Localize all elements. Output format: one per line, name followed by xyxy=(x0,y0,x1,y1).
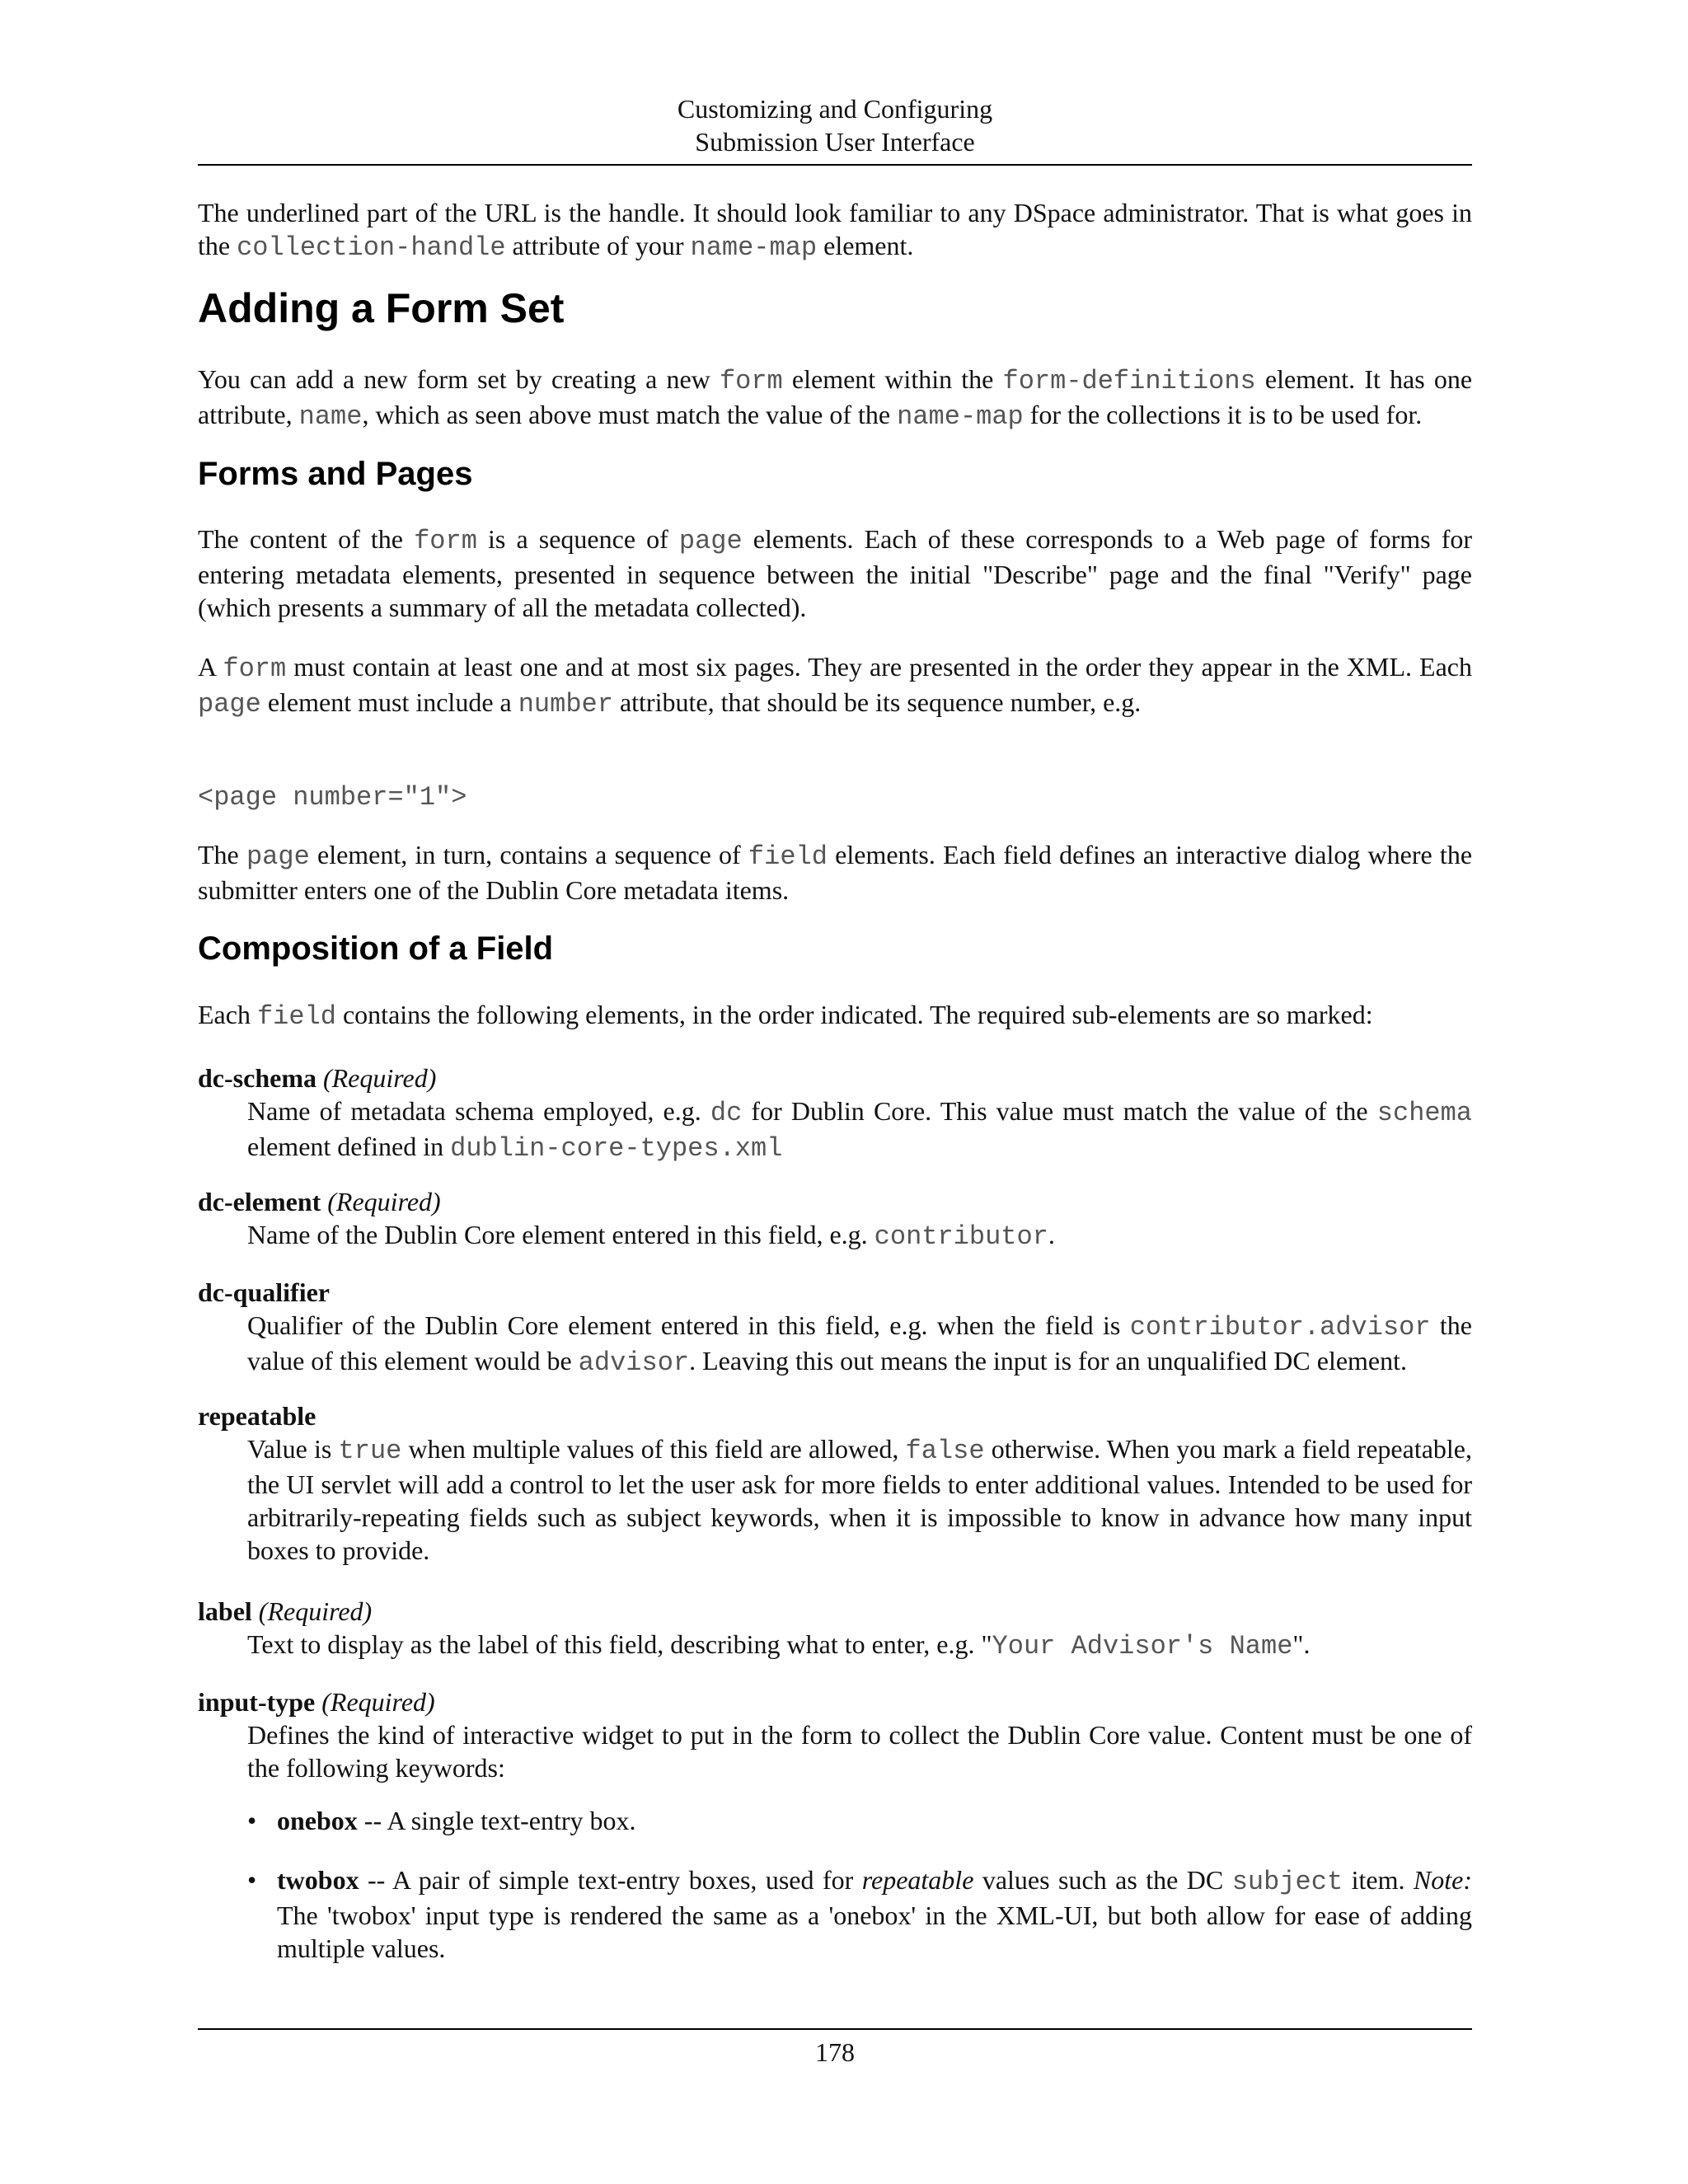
term: dc-element xyxy=(198,1187,321,1216)
inline-code: contributor xyxy=(874,1221,1048,1252)
inline-code: schema xyxy=(1376,1098,1472,1128)
text: values such as the DC xyxy=(973,1865,1232,1895)
inline-code: false xyxy=(905,1436,985,1466)
text: Value is xyxy=(247,1434,339,1464)
section-heading-adding-form-set: Adding a Form Set xyxy=(198,285,565,331)
inline-code: dc xyxy=(710,1098,743,1128)
inline-code: collection-handle xyxy=(237,232,506,263)
text: element, in turn, contains a sequence of xyxy=(309,840,748,869)
forms-pages-paragraph-2 xyxy=(198,650,1472,721)
text: element. It has one attribute, xyxy=(198,364,1473,429)
inline-code: field xyxy=(256,1001,336,1032)
input-type-list xyxy=(247,1804,1472,1965)
forms-pages-paragraph-1 xyxy=(198,523,1472,624)
text: , which as seen above must match the value of the xyxy=(362,400,898,429)
emphasis: repeatable xyxy=(861,1865,974,1895)
text: must contain at least one and at most six pages. They are presented in the order they appear in the XML. Each xyxy=(286,652,1473,682)
subsection-heading-composition: Composition of a Field xyxy=(198,930,554,967)
inline-code: name-map xyxy=(690,232,818,263)
inline-code: page xyxy=(246,841,310,872)
inline-code: advisor xyxy=(578,1347,690,1378)
required-marker: (Required) xyxy=(258,1596,373,1626)
text: elements. Each of these corresponds to a Web page of forms for entering metadata elements, presented in sequence between the initial "Describe" page and the final "Verify" page (which presents a summary of all the metadata collected). xyxy=(198,524,1473,622)
inline-code: form-definitions xyxy=(1002,366,1256,396)
term: label xyxy=(198,1596,252,1626)
text: elements. Each field defines an interactive dialog where the submitter enters one of the Dublin Core metadata items. xyxy=(198,840,1473,905)
inline-code: page xyxy=(678,526,743,556)
text: The content of the xyxy=(198,524,415,554)
text: element must include a xyxy=(260,687,518,717)
definition-dc-element xyxy=(198,1185,1472,1254)
inline-code: dublin-core-types.xml xyxy=(450,1133,783,1164)
text: . Leaving this out means the input is for an unqualified DC element. xyxy=(689,1346,1408,1376)
header-line-2: Submission User Interface xyxy=(695,127,975,157)
text: Each xyxy=(198,1000,257,1029)
composition-intro xyxy=(198,998,1472,1033)
required-marker: (Required) xyxy=(322,1063,437,1093)
required-marker: (Required) xyxy=(327,1187,441,1216)
header-rule xyxy=(198,164,1472,166)
text: Name of metadata schema employed, e.g. xyxy=(247,1096,710,1126)
text: Text to display as the label of this field, describing what to enter, e.g. " xyxy=(247,1629,992,1659)
inline-code: page xyxy=(198,689,261,719)
text: -- A single text-entry box. xyxy=(357,1806,636,1835)
list-item-twobox xyxy=(247,1863,1472,1965)
text: Name of the Dublin Core element entered in this field, e.g. xyxy=(247,1220,874,1249)
adding-form-set-paragraph xyxy=(198,363,1472,434)
emphasis: Note: xyxy=(1413,1865,1473,1895)
inline-code: form xyxy=(719,366,783,396)
text: The xyxy=(198,840,246,869)
text: contains the following elements, in the order indicated. The required sub-elements are so marked: xyxy=(335,1000,1373,1029)
term: dc-schema xyxy=(198,1063,316,1093)
code-example: <page number="1"> xyxy=(198,782,467,813)
inline-code: name-map xyxy=(897,401,1024,432)
list-item-onebox xyxy=(247,1804,1472,1837)
text: item. xyxy=(1343,1865,1414,1895)
text: otherwise. When you mark a field repeatable, the UI servlet will add a control to let the user ask for more fields to enter additional values. Intended to be used for arbitrarily-repeating fields such as subject keywords, when it is impossible to know in advance how many input boxes to provide. xyxy=(247,1434,1473,1565)
definition-input-type xyxy=(198,1685,1472,1965)
forms-pages-paragraph-3 xyxy=(198,838,1472,907)
text: . xyxy=(1048,1220,1055,1249)
page-number: 178 xyxy=(815,2037,855,2067)
footer-rule xyxy=(198,2028,1472,2030)
running-header xyxy=(198,92,1472,158)
text: for the collections it is to be used for. xyxy=(1023,400,1423,429)
keyword: onebox xyxy=(277,1806,358,1835)
inline-code: name xyxy=(298,401,363,432)
inline-code: contributor.advisor xyxy=(1129,1312,1431,1343)
text: element within the xyxy=(782,364,1003,394)
definition-dc-schema xyxy=(198,1062,1472,1165)
subsection-heading-forms-and-pages: Forms and Pages xyxy=(198,456,473,492)
header-line-1: Customizing and Configuring xyxy=(677,94,993,124)
inline-code: true xyxy=(338,1436,402,1466)
bullet: • xyxy=(247,1806,257,1835)
bullet: • xyxy=(247,1865,257,1895)
required-marker: (Required) xyxy=(321,1687,435,1717)
inline-code: form xyxy=(414,526,477,556)
text: element. xyxy=(817,231,914,260)
inline-code: number xyxy=(518,689,613,719)
term: dc-qualifier xyxy=(198,1277,330,1307)
intro-paragraph xyxy=(198,196,1472,265)
definition-repeatable xyxy=(198,1399,1472,1567)
text: -- A pair of simple text-entry boxes, used for xyxy=(359,1865,862,1895)
inline-code: subject xyxy=(1231,1867,1343,1897)
inline-code: Your Advisor's Name xyxy=(992,1631,1293,1661)
text: element defined in xyxy=(247,1132,451,1161)
inline-code: field xyxy=(748,841,828,872)
text: ". xyxy=(1292,1629,1311,1659)
text: You can add a new form set by creating a new xyxy=(198,364,720,394)
input-type-description: Defines the kind of interactive widget to put in the form to collect the Dublin Core value. Content must be one of the following keywords: xyxy=(247,1720,1472,1783)
text: for Dublin Core. This value must match the value of the xyxy=(742,1096,1377,1126)
keyword: twobox xyxy=(277,1865,359,1895)
text: when multiple values of this field are allowed, xyxy=(401,1434,906,1464)
text: A xyxy=(198,652,223,682)
text: The 'twobox' input type is rendered the same as a 'onebox' in the XML-UI, but both allow for ease of adding multiple values. xyxy=(277,1900,1472,1963)
inline-code: form xyxy=(223,654,287,684)
definition-dc-qualifier xyxy=(198,1276,1472,1380)
text: The underlined part of the URL is the handle. It should look familiar to any DSpace administrator. That is what goes in the xyxy=(198,198,1472,260)
text: Qualifier of the Dublin Core element entered in this field, e.g. when the field is xyxy=(247,1310,1130,1340)
term: repeatable xyxy=(198,1401,316,1431)
text: attribute of your xyxy=(505,231,691,260)
definition-label xyxy=(198,1595,1472,1663)
text: attribute, that should be its sequence number, e.g. xyxy=(612,687,1142,717)
term: input-type xyxy=(198,1687,316,1717)
text: the value of this element would be xyxy=(247,1310,1473,1376)
text: is a sequence of xyxy=(476,524,679,554)
